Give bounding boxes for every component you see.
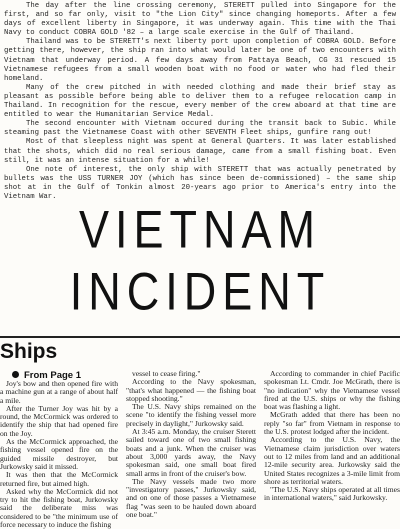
typed-memo	[4, 2, 396, 202]
memo-paragraph: Many of the crew pitched in with needed clothing and made their brief stay as pleasant as possible before being able to deliver them to a refugee relocation camp in Thailand. In recognition for the rescue, every member of the crew aboard at that time are entitled to wear the Humanitarian Service Medal.	[4, 83, 396, 120]
column-paragraph: McGrath added that there has been no reply "so far" from Vietnam in response to the U.S. protest lodged after the incident.	[264, 410, 400, 437]
article-column-3	[264, 370, 400, 503]
memo-paragraph: The second encounter with Vietnam occured during the transit back to Subic. While steaming past the Vietnamese Coast with other SEVENTH Fleet ships, gunfire rang out!	[4, 120, 396, 138]
column-paragraph: The Navy vessels made two more "investigatory passes," Jurkowsky said, and on one of those passes a Vietnamese flag "was seen to be hauled down aboard one boat."	[126, 476, 256, 520]
section-title: Ships	[0, 340, 58, 363]
memo-paragraph: Thailand was to be STERETT's next liberty port upon completion of COBRA GOLD. Before getting there, however, the ship ran into what would later be one of two encounters with Vietnam that underway period. A few days away from Pattaya Beach, CG 31 rescued 15 Vietnamese refugees from a small wooden boat with no food or water who had fled their homeland.	[4, 38, 396, 83]
article-column-2	[126, 370, 256, 519]
article-column-1	[0, 380, 118, 529]
column-paragraph: According to the Navy spokesman, "that's what happened — the fishing boat stopped shooting."	[126, 377, 256, 403]
memo-paragraph: The day after the line crossing ceremony, STERETT pulled into Singapore for the first, and so far only, visit to "the Lion City" since changing homeports. After a few days of excellent liberty in Singapore, it was underway again. This time with the Thai Navy to conduct COBRA GOLD '82 – a large scale exercise in the Gulf of Thailand.	[4, 2, 396, 38]
newspaper-clipping	[0, 330, 400, 529]
kicker-label: From Page 1	[24, 370, 82, 381]
column-paragraph: According to commander in chief Pacific spokesman Lt. Cmdr. Joe McGrath, there is "no indication" why the Vietnamese vessel fired at the U.S. ships or why the fishing boat was flashing a light.	[264, 369, 400, 412]
column-paragraph: "The U.S. Navy ships operated at all times in international waters," said Jurkowsky.	[264, 485, 400, 503]
headline-line-2: INCIDENT	[69, 261, 331, 322]
column-paragraph: Asked why the McCormick did not try to hit the fishing boat, Jurkowsky said the deliberate miss was considered to be "the minimum use of force necessary to induce the fishing	[0, 486, 118, 529]
memo-paragraph: One note of interest, the only ship with STERETT that was actually penetrated by bullets was the USS TURNER JOY (which has since been de-commissioned) – the same ship shot at in the Gulf of Tonkin almost 20-years ago prior to America's entry into the Vietnam War.	[4, 165, 396, 201]
column-paragraph: At 3:45 a.m. Monday, the cruiser Sterett sailed toward one of two small fishing boats and a junk. When the cruiser was about 3,000 yards away, the Navy spokesman said, one small boat fired small arms in front of the cruiser's bow.	[126, 427, 256, 478]
column-paragraph: As the McCormick approached, the fishing vessel opened fire on the guided missile destroyer, but Jurkowsky said it missed.	[0, 437, 118, 471]
column-paragraph: It was then that the McCormick returned fire, but aimed high.	[0, 470, 118, 488]
column-paragraph: Joy's bow and then opened fire with a machine gun at a range of about half a mile.	[0, 379, 118, 405]
column-paragraph: The U.S. Navy ships remained on the scene "to identify the fishing vessel more precisely in daylight," Jurkowsky said.	[126, 402, 256, 428]
column-paragraph: After the Turner Joy was hit by a round, the McCormick was ordered to identify the ship that had opened fire on the Joy.	[0, 403, 118, 438]
column-paragraph: vessel to cease firing."	[132, 369, 201, 378]
headline-line-1: VIETNAM	[78, 199, 322, 260]
bullet-icon	[12, 371, 19, 378]
divider	[0, 336, 400, 338]
memo-paragraph: Most of that sleepless night was spent at General Quarters. It was later established that the shots, which did no real serious damage, came from a small fishing boat. Even still, it was an intense situation for a while!	[4, 138, 396, 165]
column-paragraph: According to the U.S. Navy, the Vietnamese claim jurisdiction over waters out to 12 miles from land and an additional 12-mile security area. Jurkowsky said the United States recognizes a 3-mile limit from shore as territorial waters.	[264, 435, 400, 486]
